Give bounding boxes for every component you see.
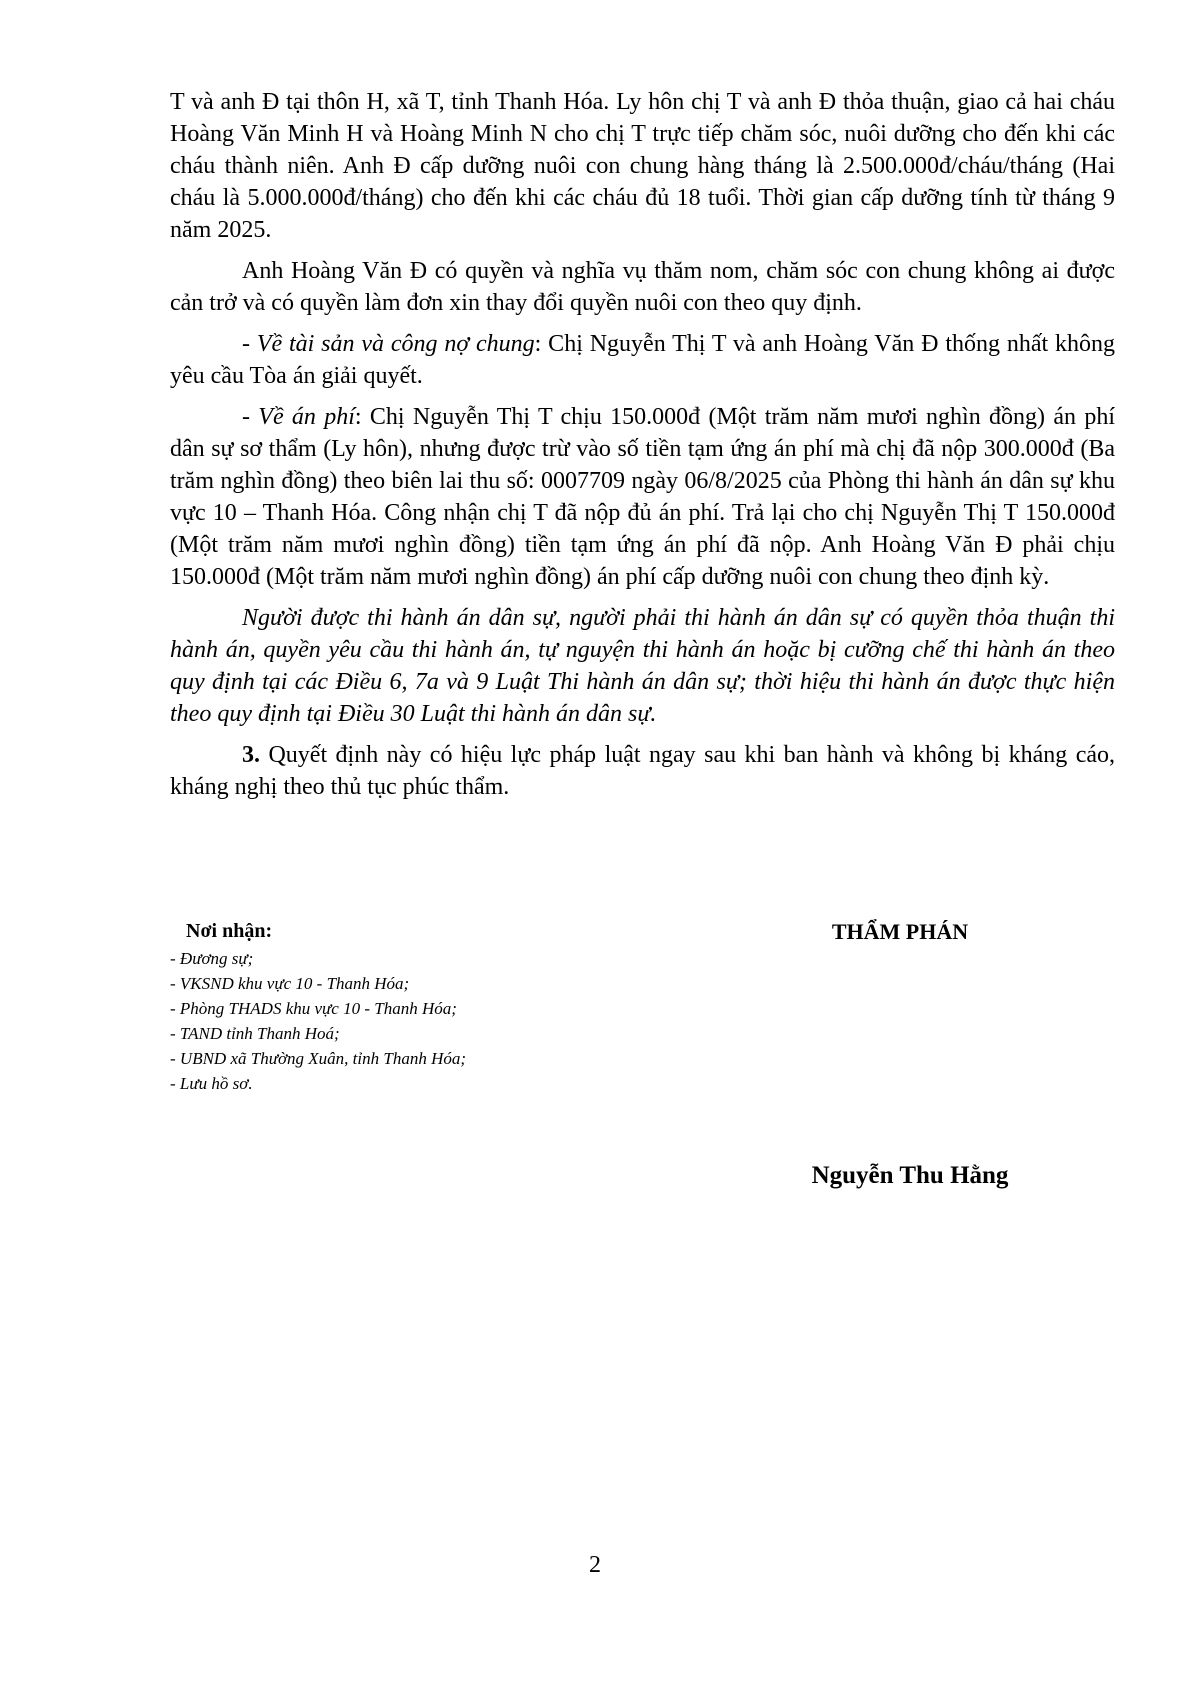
judge-title: THẨM PHÁN [831, 919, 969, 944]
paragraph-court-fees [170, 401, 1115, 593]
paragraph-effect [170, 739, 1115, 803]
signer-name: Nguyễn Thu Hằng [811, 1162, 1009, 1189]
court-fees-text: : Chị Nguyễn Thị T chịu 150.000đ (Một trăm năm mươi nghìn đồng) án phí dân sự sơ thẩm (Ly hôn), nhưng được trừ vào số tiền tạm ứng án phí mà chị đã nộp 300.000đ (Ba trăm nghìn đồng) theo biên lai thu số: 0007709 ngày 06/8/2025 của Phòng thi hành án dân sự khu vực 10 – Thanh Hóa. Công nhận chị T đã nộp đủ án phí. Trả lại cho chị Nguyễn Thị T 150.000đ (Một trăm năm mươi nghìn đồng) tiền tạm ứng án phí đã nộp. Anh Hoàng Văn Đ phải chịu 150.000đ (Một trăm năm mươi nghìn đồng) án phí cấp dưỡng nuôi con chung theo định kỳ. [170, 404, 1115, 590]
recipient-item: - VKSND khu vực 10 - Thanh Hóa; [170, 974, 410, 993]
paragraph-custody: T và anh Đ tại thôn H, xã T, tỉnh Thanh Hóa. Ly hôn chị T và anh Đ thỏa thuận, giao cả hai cháu Hoàng Văn Minh H và Hoàng Minh N cho chị T trực tiếp chăm sóc, nuôi dưỡng cho đến khi các cháu thành niên. Anh Đ cấp dưỡng nuôi con chung hàng tháng là 2.500.000đ/cháu/tháng (Hai cháu là 5.000.000đ/tháng) cho đến khi các cháu đủ 18 tuổi. Thời gian cấp dưỡng tính từ tháng 9 năm 2025. [170, 89, 1115, 243]
recipients-title: Nơi nhận: [186, 920, 273, 942]
property-text: : Chị Nguyễn Thị T và anh Hoàng Văn Đ thống nhất không yêu cầu Tòa án giải quyết. [170, 331, 1115, 389]
recipients-block [170, 918, 610, 1096]
recipients-list [170, 946, 610, 1096]
recipient-item: - Đương sự; [170, 949, 254, 968]
effect-number: 3. [242, 742, 260, 768]
recipient-item: - Lưu hồ sơ. [170, 1074, 253, 1093]
paragraph-property [170, 328, 1115, 392]
decision-body [170, 86, 1115, 812]
property-label: - Về tài sản và công nợ chung [242, 331, 535, 357]
paragraph-enforcement-note: Người được thi hành án dân sự, người phải thi hành án dân sự có quyền thỏa thuận thi hành án, quyền yêu cầu thi hành án, tự nguyện thi hành án hoặc bị cưỡng chế thi hành án theo quy định tại các Điều 6, 7a và 9 Luật Thi hành án dân sự; thời hiệu thi hành án được thực hiện theo quy định tại Điều 30 Luật thi hành án dân sự. [170, 605, 1115, 727]
court-fees-label: - Về án phí [242, 404, 355, 430]
recipient-item: - UBND xã Thường Xuân, tỉnh Thanh Hóa; [170, 1049, 467, 1068]
page-number: 2 [589, 1552, 601, 1578]
recipient-item: - Phòng THADS khu vực 10 - Thanh Hóa; [170, 999, 457, 1018]
effect-text: Quyết định này có hiệu lực pháp luật ngay sau khi ban hành và không bị kháng cáo, kháng nghị theo thủ tục phúc thẩm. [170, 742, 1115, 800]
recipient-item: - TAND tỉnh Thanh Hoá; [170, 1024, 340, 1043]
paragraph-visitation-rights: Anh Hoàng Văn Đ có quyền và nghĩa vụ thăm nom, chăm sóc con chung không ai được cản trở và có quyền làm đơn xin thay đổi quyền nuôi con theo quy định. [170, 258, 1115, 316]
